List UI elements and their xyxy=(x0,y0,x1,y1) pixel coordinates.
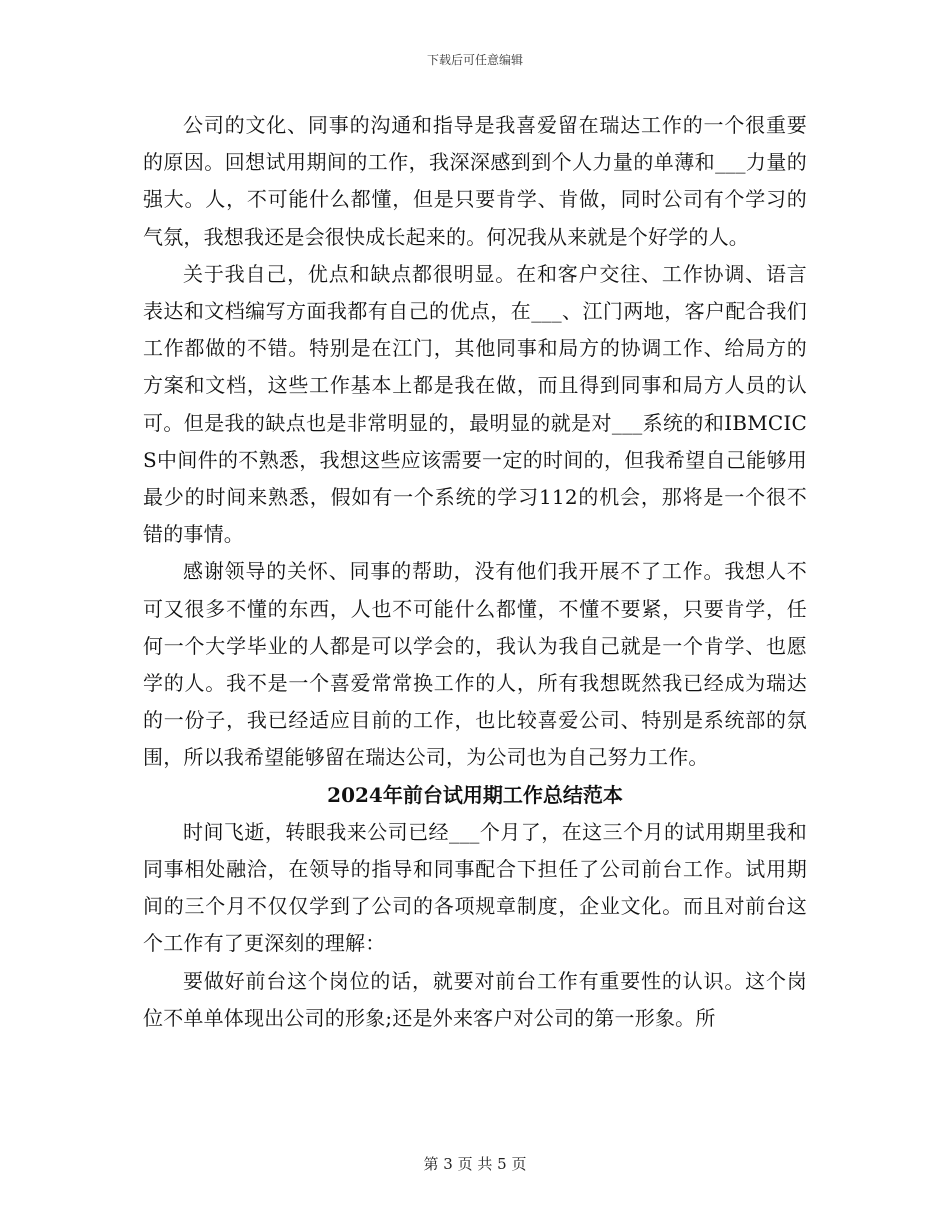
section-title: 2024年前台试用期工作总结范本 xyxy=(327,782,623,807)
paragraph-self-assessment: 关于我自己，优点和缺点都很明显。在和客户交往、工作协调、语言表达和文档编写方面我都有自己的优点，在___、江门两地，客户配合我们工作都做的不错。特别是在江门，其他同事和局方的协调工作、给局方的方案和文档，这些工作基本上都是我在做，而且得到同事和局方人员的认可。但是我的缺点也是非常明显的，最明显的就是对___系统的和IBMCICS中间件的不熟悉，我想这些应该需要一定的时间的，但我希望自己能够用最少的时间来熟悉，假如有一个系统的学习112的机会，那将是一个很不错的事情。 xyxy=(143,261,807,547)
paragraph-gratitude: 感谢领导的关怀、同事的帮助，没有他们我开展不了工作。我想人不可又很多不懂的东西，人也不可能什么都懂，不懂不要紧，只要肯学，任何一个大学毕业的人都是可以学会的，我认为我自己就是一个肯学、也愿学的人。我不是一个喜爱常常换工作的人，所有我想既然我已经成为瑞达的一份子，我已经适应目前的工作，也比较喜爱公司、特别是系统部的氛围，所以我希望能够留在瑞达公司，为公司也为自己努力工作。 xyxy=(143,559,807,770)
paragraph-intro: 时间飞逝，转眼我来公司已经___个月了，在这三个月的试用期里我和同事相处融洽，在领导的指导和同事配合下担任了公司前台工作。试用期间的三个月不仅仅学到了公司的各项规章制度，企业文化。而且对前台这个工作有了更深刻的理解： xyxy=(143,819,807,956)
page-header: 下载后可任意编辑 xyxy=(426,53,523,67)
page-number: 第 3 页 共 5 页 xyxy=(423,1155,527,1173)
document-body xyxy=(143,107,807,1037)
paragraph-front-desk: 要做好前台这个岗位的话，就要对前台工作有重要性的认识。这个岗位不单单体现出公司的形象;还是外来客户对公司的第一形象。所 xyxy=(143,968,807,1030)
paragraph-company-culture: 公司的文化、同事的沟通和指导是我喜爱留在瑞达工作的一个很重要的原因。回想试用期间的工作，我深深感到到个人力量的单薄和___力量的强大。人，不可能什么都懂，但是只要肯学、肯做，同时公司有个学习的气氛，我想我还是会很快成长起来的。何况我从来就是个好学的人。 xyxy=(143,113,807,249)
